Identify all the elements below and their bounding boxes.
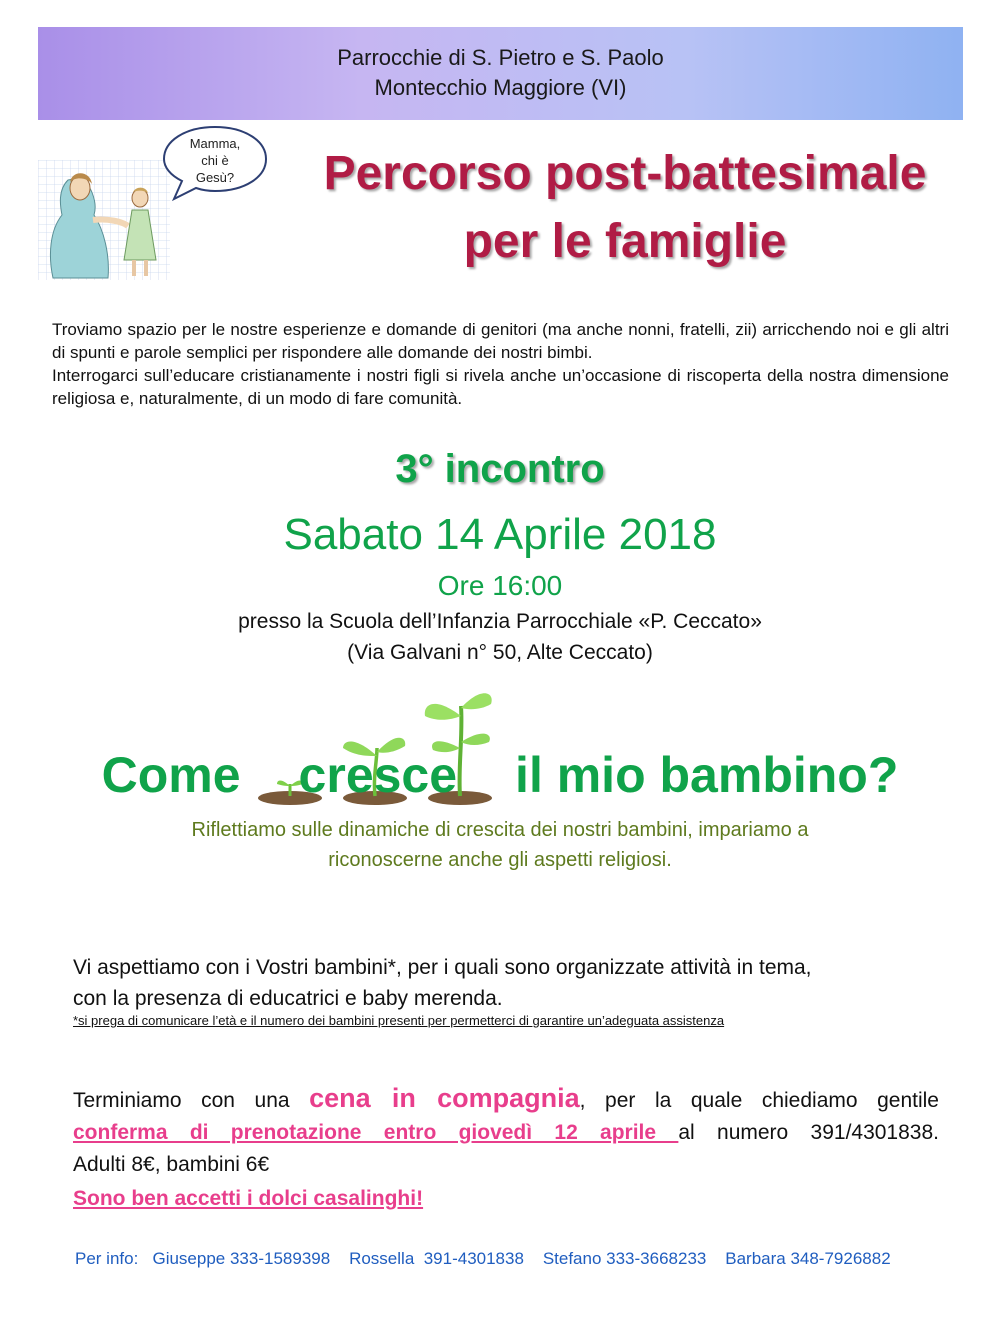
theme-word: Come [101, 747, 241, 803]
sweets-note: Sono ben accetti i dolci casalinghi! [73, 1187, 424, 1210]
dinner-text: Terminiamo con una [73, 1089, 310, 1112]
page-title [280, 140, 970, 276]
booking-deadline: conferma di prenotazione entro giovedì 12 aprile [73, 1121, 679, 1144]
invitation-footnote: *si prega di comunicare l’età e il numero dei bambini presenti per permetterci di garantire un’adeguata assistenza [73, 1013, 725, 1028]
meeting-date: Sabato 14 Aprile 2018 [283, 510, 717, 559]
dinner-highlight: cena in compagnia [309, 1083, 580, 1113]
theme-word: il mio bambino? [515, 747, 899, 803]
dinner-line [73, 1117, 939, 1149]
theme-subtitle-line: Riflettiamo sulle dinamiche di crescita dei nostri bambini, impariamo a [191, 819, 809, 841]
dinner-line [73, 1082, 939, 1117]
parish-name: Parrocchie di S. Pietro e S. Paolo [337, 45, 664, 70]
parish-location: Montecchio Maggiore (VI) [374, 75, 627, 100]
bubble-line: Mamma, [189, 136, 241, 151]
dinner-prices: Adulti 8€, bambini 6€ [73, 1153, 270, 1176]
booking-phone: al numero 391/4301838. [678, 1121, 939, 1144]
parish-header-band [38, 27, 963, 120]
meeting-venue: presso la Scuola dell’Infanzia Parrocchiale «P. Ceccato» [238, 610, 762, 633]
theme-subtitle [100, 815, 900, 875]
bubble-line: Gesù? [195, 170, 235, 185]
theme-subtitle-line: riconoscerne anche gli aspetti religiosi. [328, 849, 672, 871]
jesus-and-child-drawing-icon [38, 160, 170, 280]
bubble-line: chi è [201, 153, 229, 168]
theme-title [0, 746, 1000, 804]
contact-footer: Per info: Giuseppe 333-1589398 Rossella 391-4301838 Stefano 333-3668233 Barbara 348-7926882 [75, 1249, 891, 1268]
meeting-address: (Via Galvani n° 50, Alte Ceccato) [347, 641, 653, 664]
meeting-number: 3° incontro [395, 447, 605, 491]
invitation-text [73, 952, 939, 1014]
dinner-section [73, 1082, 939, 1215]
dinner-text: , per la quale chiediamo gentile [579, 1089, 939, 1112]
invitation-line: con la presenza di educatrici e baby merenda. [73, 987, 503, 1010]
title-line: per le famiglie [463, 215, 787, 268]
intro-text [52, 318, 949, 410]
title-line: Percorso post-battesimale [323, 147, 927, 200]
intro-paragraph: Troviamo spazio per le nostre esperienze e domande di genitori (ma anche nonni, fratelli, zii) arricchendo noi e gli altri di spunti e parole semplici per rispondere alle domande dei nostri bimbi. [52, 320, 949, 362]
meeting-time: Ore 16:00 [437, 570, 563, 601]
intro-paragraph: Interrogarci sull’educare cristianamente i nostri figli si rivela anche un’occasione di riscoperta della nostra dimensione religiosa e, naturalmente, di un modo di fare comunità. [52, 366, 949, 408]
theme-word: cresce [298, 747, 458, 803]
speech-bubble-text [174, 135, 256, 186]
invitation-line: Vi aspettiamo con i Vostri bambini*, per i quali sono organizzate attività in tema, [73, 956, 812, 979]
